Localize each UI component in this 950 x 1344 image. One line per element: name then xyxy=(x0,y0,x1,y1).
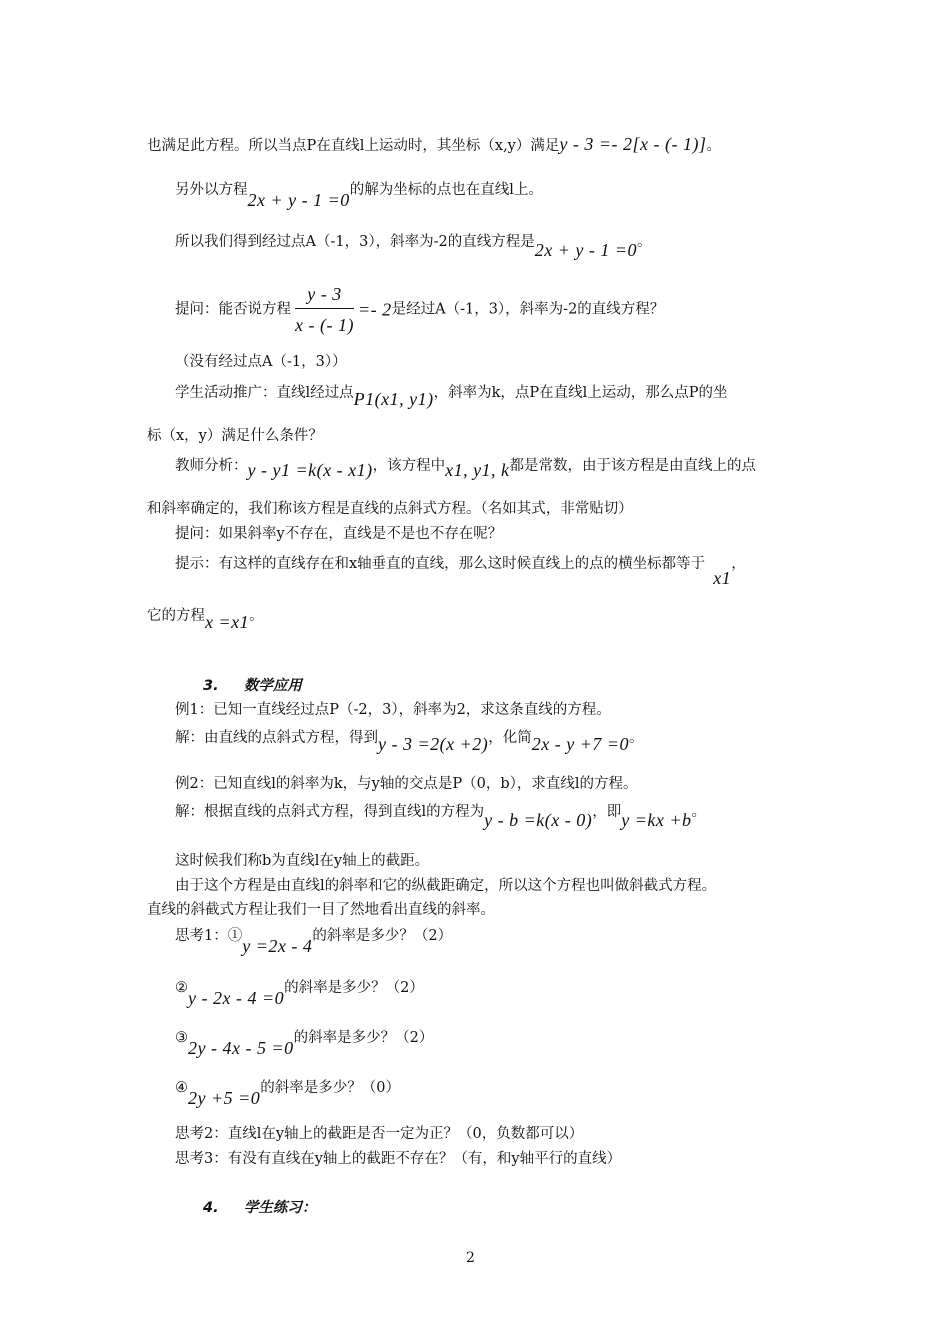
paragraph-line: 教师分析：y - y1 =k(x - x1)，该方程中x1, y1, k都是常数，由于该方程是由直线上的点 xyxy=(175,458,757,480)
math-fraction: $\frac{y - 3}{x - (- 1)}$ xyxy=(295,284,354,335)
paragraph-line: 标（x，y）满足什么条件？ xyxy=(147,428,323,444)
paragraph-line: 所以我们得到经过点A（-1，3），斜率为-2的直线方程是2x + y - 1 =0。 xyxy=(175,234,652,260)
math-expression: P1(x1, y1) xyxy=(353,389,434,409)
math-expression: 2x + y - 1 =0 xyxy=(534,240,637,260)
section-heading: 3. 数学应用 xyxy=(203,678,302,694)
paragraph-line: 提问：如果斜率y不存在，直线是不是也不存在呢？ xyxy=(175,526,503,542)
paragraph-line: 由于这个方程是由直线l的斜率和它的纵截距确定，所以这个方程也叫做斜截式方程。 xyxy=(175,878,717,894)
math-expression: y - 2x - 4 =0 xyxy=(188,988,285,1008)
paragraph-line: 学生活动推广：直线l经过点P1(x1, y1)，斜率为k，点P在直线l上运动，那么点P的坐 xyxy=(175,385,728,409)
paragraph-line: 直线的斜截式方程让我们一目了然地看出直线的斜率。 xyxy=(147,902,495,918)
math-expression: 2y +5 =0 xyxy=(188,1088,261,1108)
paragraph-line: 也满足此方程。所以当点P在直线l上运动时，其坐标（x,y）满足y - 3 =- 2[x - (- 1)]。 xyxy=(147,134,721,154)
paragraph-line: 思考3：有没有直线在y轴上的截距不存在？（有，和y轴平行的直线） xyxy=(175,1151,622,1167)
paragraph-line: ②y - 2x - 4 =0的斜率是多少？（2） xyxy=(175,980,424,1008)
math-expression: 2y - 4x - 5 =0 xyxy=(188,1038,294,1058)
math-expression: y - 3 =2(x +2) xyxy=(378,734,489,754)
math-expression: x =x1 xyxy=(205,612,250,632)
math-expression: y =2x - 4 xyxy=(242,936,313,956)
math-expression: 2x + y - 1 =0 xyxy=(247,190,350,210)
math-expression: y - b =k(x - 0) xyxy=(484,810,593,830)
paragraph-line: 这时候我们称b为直线l在y轴上的截距。 xyxy=(175,853,430,869)
page-number: 2 xyxy=(466,1250,475,1266)
paragraph-line: 例1：已知一直线经过点P（-2，3），斜率为2，求这条直线的方程。 xyxy=(175,702,611,718)
math-expression: 2x - y +7 =0 xyxy=(531,734,630,754)
section-heading: 4. 学生练习： xyxy=(203,1200,317,1216)
paragraph-line: 提示：有这样的直线存在和x轴垂直的直线，那么这时候直线上的点的横坐标都等于x1， xyxy=(175,556,746,588)
paragraph-line: 例2：已知直线l的斜率为k，与y轴的交点是P（0，b），求直线l的方程。 xyxy=(175,776,638,792)
math-expression: y - y1 =k(x - x1) xyxy=(247,460,373,480)
paragraph-line: （没有经过点A（-1，3）） xyxy=(175,354,347,370)
paragraph-line: 另外以方程2x + y - 1 =0的解为坐标的点也在直线l上。 xyxy=(175,182,543,210)
paragraph-line: 和斜率确定的，我们称该方程是直线的点斜式方程。（名如其式，非常贴切） xyxy=(147,501,633,517)
math-expression: x1, y1, k xyxy=(445,460,510,480)
paragraph-line: 提问：能否说方程 $\frac{y - 3}{x - (- 1)}$ =- 2是经过A（-1，3），斜率为-2的直线方程？ xyxy=(175,284,665,335)
paragraph-line: 思考2：直线l在y轴上的截距是否一定为正？（0，负数都可以） xyxy=(175,1126,584,1142)
math-expression: y =kx +b xyxy=(621,810,692,830)
paragraph-line: ④2y +5 =0的斜率是多少？（0） xyxy=(175,1080,401,1108)
paragraph-line: 解：由直线的点斜式方程，得到y - 3 =2(x +2)，化简2x - y +7 =0。 xyxy=(175,730,644,754)
math-expression: y - 3 =- 2[x - (- 1)] xyxy=(559,134,707,154)
math-expression: x1 xyxy=(713,568,732,588)
paragraph-line: ③2y - 4x - 5 =0的斜率是多少？（2） xyxy=(175,1030,434,1058)
paragraph-line: 思考1：①y =2x - 4的斜率是多少？（2） xyxy=(175,928,453,956)
paragraph-line: 解：根据直线的点斜式方程，得到直线l的方程为y - b =k(x - 0)，即y =kx +b。 xyxy=(175,804,706,830)
paragraph-line: 它的方程x =x1。 xyxy=(147,608,264,632)
